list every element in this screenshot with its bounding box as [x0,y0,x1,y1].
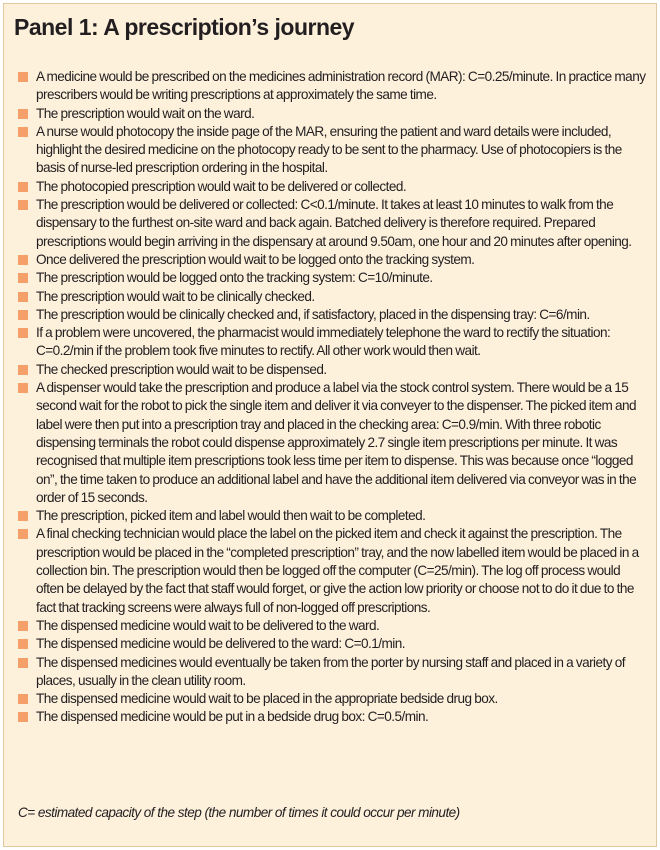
square-bullet-icon [18,621,28,631]
square-bullet-icon [18,712,28,722]
journey-step-item [18,361,648,379]
square-bullet-icon [18,255,28,265]
journey-step-item [18,654,648,691]
square-bullet-icon [18,529,28,539]
square-bullet-icon [18,310,28,320]
journey-step-text: A dispenser would take the prescription and produce a label via the stock control system. There would be a 15 second wait for the robot to pick the single item and deliver it via conveyer to the dispenser. The picked item and label were then put into a prescription tray and placed in the checking area: C=0.9/min. With three robotic dispensing terminals the robot could dispense approximately 2.7 single item prescriptions per minute. It was recognised that multiple item prescriptions took less time per item to dispense. This was because once “logged on”, the time taken to produce an additional label and have the additional item delivered via conveyor was in the order of 15 seconds. [36,380,637,505]
journey-step-item [18,635,648,653]
square-bullet-icon [18,511,28,521]
journey-step-item [18,251,648,269]
journey-step-item [18,288,648,306]
journey-step-text: The dispensed medicines would eventually be taken from the porter by nursing staff and placed in a variety of places, usually in the clean utility room. [36,654,625,688]
square-bullet-icon [18,127,28,137]
journey-step-text: A medicine would be prescribed on the medicines administration record (MAR): C=0.25/minute. In practice many prescribers would be writing prescriptions at approximately the same time. [36,69,646,103]
journey-step-item [18,525,648,616]
journey-step-text: The dispensed medicine would wait to be placed in the appropriate bedside drug box. [36,691,498,707]
journey-step-item [18,196,648,251]
journey-step-item [18,324,648,361]
journey-step-item [18,123,648,178]
square-bullet-icon [18,365,28,375]
square-bullet-icon [18,109,28,119]
journey-step-text: The dispensed medicine would wait to be delivered to the ward. [36,617,380,633]
panel-title: Panel 1: A prescription’s journey [14,14,355,40]
journey-step-item [18,690,648,708]
journey-step-item [18,617,648,635]
journey-step-text: If a problem were uncovered, the pharmacist would immediately telephone the ward to rectify the situation: C=0.2/min if the problem took five minutes to rectify. All other work would then wait. [36,325,611,359]
capacity-footnote: C= estimated capacity of the step (the number of times it could occur per minute) [18,805,460,820]
journey-step-text: The prescription would be delivered or collected: C<0.1/minute. It takes at least 10 minutes to walk from the dispensary to the furthest on-site ward and back again. Batched delivery is therefore required. Prepared prescriptions would begin arriving in the dispensary at around 9.50am, one hour and 20 minutes after opening. [36,197,632,249]
square-bullet-icon [18,658,28,668]
journey-step-text: A final checking technician would place the label on the picked item and check it against the prescription. The prescription would be placed in the “completed prescription” tray, and the now labelled item would be placed in a collection bin. The prescription would then be logged off the computer (C=25/min). The log off process would often be delayed by the fact that staff would forget, or give the action low priority or choose not to do it due to the fact that tracking screens were always full of non-logged off prescriptions. [36,526,639,615]
square-bullet-icon [18,200,28,210]
journey-step-text: The dispensed medicine would be delivered to the ward: C=0.1/min. [36,636,405,652]
square-bullet-icon [18,182,28,192]
journey-step-item [18,708,648,726]
journey-step-text: The prescription would wait to be clinically checked. [36,288,315,304]
journey-step-text: A nurse would photocopy the inside page of the MAR, ensuring the patient and ward details were included, highlight the desired medicine on the photocopy ready to be sent to the pharmacy. Use of photocopiers is the basis of nurse-led prescription ordering in the hospital. [36,123,622,176]
journey-step-text: The checked prescription would wait to be dispensed. [36,361,327,377]
journey-step-item [18,269,648,287]
square-bullet-icon [18,639,28,649]
journey-step-list [18,68,648,727]
journey-step-item [18,379,648,507]
square-bullet-icon [18,328,28,338]
journey-step-text: The prescription would be clinically checked and, if satisfactory, placed in the dispensing tray: C=6/min. [36,306,590,322]
journey-step-text: The prescription, picked item and label would then wait to be completed. [36,508,426,524]
journey-step-item [18,507,648,525]
journey-step-text: The prescription would be logged onto the tracking system: C=10/minute. [36,270,433,286]
journey-step-item [18,68,648,105]
journey-step-item [18,306,648,324]
prescription-journey-panel [3,3,657,847]
journey-step-text: The dispensed medicine would be put in a bedside drug box: C=0.5/min. [36,709,429,725]
journey-step-text: The photocopied prescription would wait to be delivered or collected. [36,178,407,194]
square-bullet-icon [18,694,28,704]
journey-step-item [18,105,648,123]
journey-step-text: The prescription would wait on the ward. [36,105,255,121]
square-bullet-icon [18,383,28,393]
square-bullet-icon [18,72,28,82]
journey-step-text: Once delivered the prescription would wait to be logged onto the tracking system. [36,251,475,267]
journey-step-item [18,178,648,196]
square-bullet-icon [18,273,28,283]
square-bullet-icon [18,292,28,302]
